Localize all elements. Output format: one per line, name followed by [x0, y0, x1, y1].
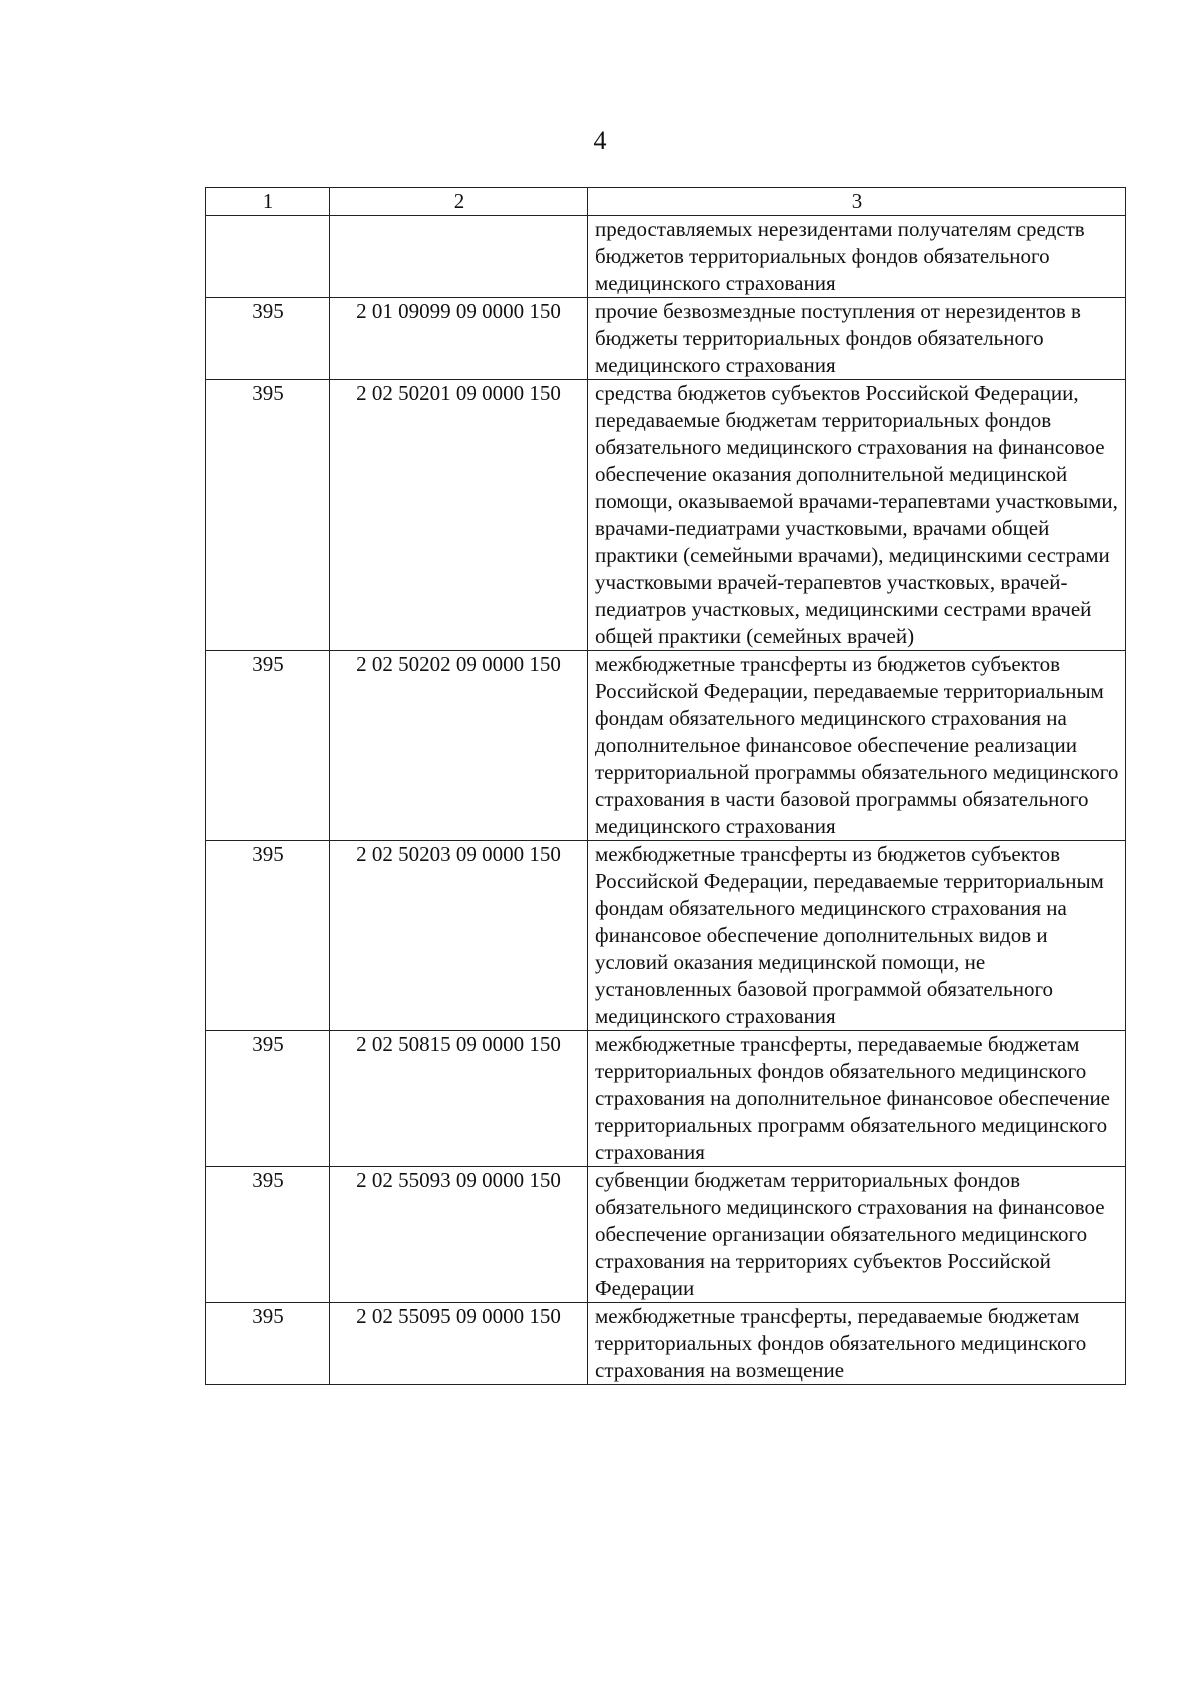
column-header-1: 1 — [206, 188, 330, 216]
admin-code-cell: 395 — [206, 1303, 330, 1385]
admin-code-cell — [206, 216, 330, 298]
revenue-code-cell — [330, 216, 588, 298]
classification-table — [205, 187, 1126, 1385]
revenue-code-cell: 2 02 50202 09 0000 150 — [330, 651, 588, 841]
description-cell: межбюджетные трансферты из бюджетов субъектов Российской Федерации, передаваемые территориальным фондам обязательного медицинского страхования на дополнительное финансовое обеспечение реализации территориальной программы обязательного медицинского страхования в части базовой программы обязательного медицинского страхования — [588, 651, 1126, 841]
revenue-code-cell: 2 02 55093 09 0000 150 — [330, 1167, 588, 1303]
table-header-row — [206, 188, 1126, 216]
table-row — [206, 1167, 1126, 1303]
description-cell: средства бюджетов субъектов Российской Федерации, передаваемые бюджетам территориальных фондов обязательного медицинского страхования на финансовое обеспечение оказания дополнительной медицинской помощи, оказываемой врачами-терапевтами участковыми, врачами-педиатрами участковыми, врачами общей практики (семейными врачами), медицинскими сестрами участковыми врачей-терапевтов участковых, врачей-педиатров участковых, медицинскими сестрами врачей общей практики (семейных врачей) — [588, 380, 1126, 651]
description-cell: предоставляемых нерезидентами получателям средств бюджетов территориальных фондов обязательного медицинского страхования — [588, 216, 1126, 298]
revenue-code-cell: 2 02 50201 09 0000 150 — [330, 380, 588, 651]
page-number: 4 — [593, 126, 607, 155]
admin-code-cell: 395 — [206, 1167, 330, 1303]
description-cell: межбюджетные трансферты, передаваемые бюджетам территориальных фондов обязательного медицинского страхования на возмещение — [588, 1303, 1126, 1385]
admin-code-cell: 395 — [206, 651, 330, 841]
revenue-code-cell: 2 02 55095 09 0000 150 — [330, 1303, 588, 1385]
admin-code-cell: 395 — [206, 298, 330, 380]
description-cell: прочие безвозмездные поступления от нерезидентов в бюджеты территориальных фондов обязательного медицинского страхования — [588, 298, 1126, 380]
revenue-code-cell: 2 02 50815 09 0000 150 — [330, 1031, 588, 1167]
admin-code-cell: 395 — [206, 841, 330, 1031]
table-row — [206, 298, 1126, 380]
admin-code-cell: 395 — [206, 380, 330, 651]
table-row — [206, 216, 1126, 298]
table-row — [206, 380, 1126, 651]
table-row — [206, 1031, 1126, 1167]
table-row — [206, 651, 1126, 841]
table-row — [206, 1303, 1126, 1385]
description-cell: межбюджетные трансферты из бюджетов субъектов Российской Федерации, передаваемые территориальным фондам обязательного медицинского страхования на финансовое обеспечение дополнительных видов и условий оказания медицинской помощи, не установленных базовой программой обязательного медицинского страхования — [588, 841, 1126, 1031]
table-row — [206, 841, 1126, 1031]
column-header-2: 2 — [330, 188, 588, 216]
column-header-3: 3 — [588, 188, 1126, 216]
description-cell: субвенции бюджетам территориальных фондов обязательного медицинского страхования на финансовое обеспечение организации обязательного медицинского страхования на территориях субъектов Российской Федерации — [588, 1167, 1126, 1303]
revenue-code-cell: 2 02 50203 09 0000 150 — [330, 841, 588, 1031]
admin-code-cell: 395 — [206, 1031, 330, 1167]
revenue-code-cell: 2 01 09099 09 0000 150 — [330, 298, 588, 380]
description-cell: межбюджетные трансферты, передаваемые бюджетам территориальных фондов обязательного медицинского страхования на дополнительное финансовое обеспечение территориальных программ обязательного медицинского страхования — [588, 1031, 1126, 1167]
